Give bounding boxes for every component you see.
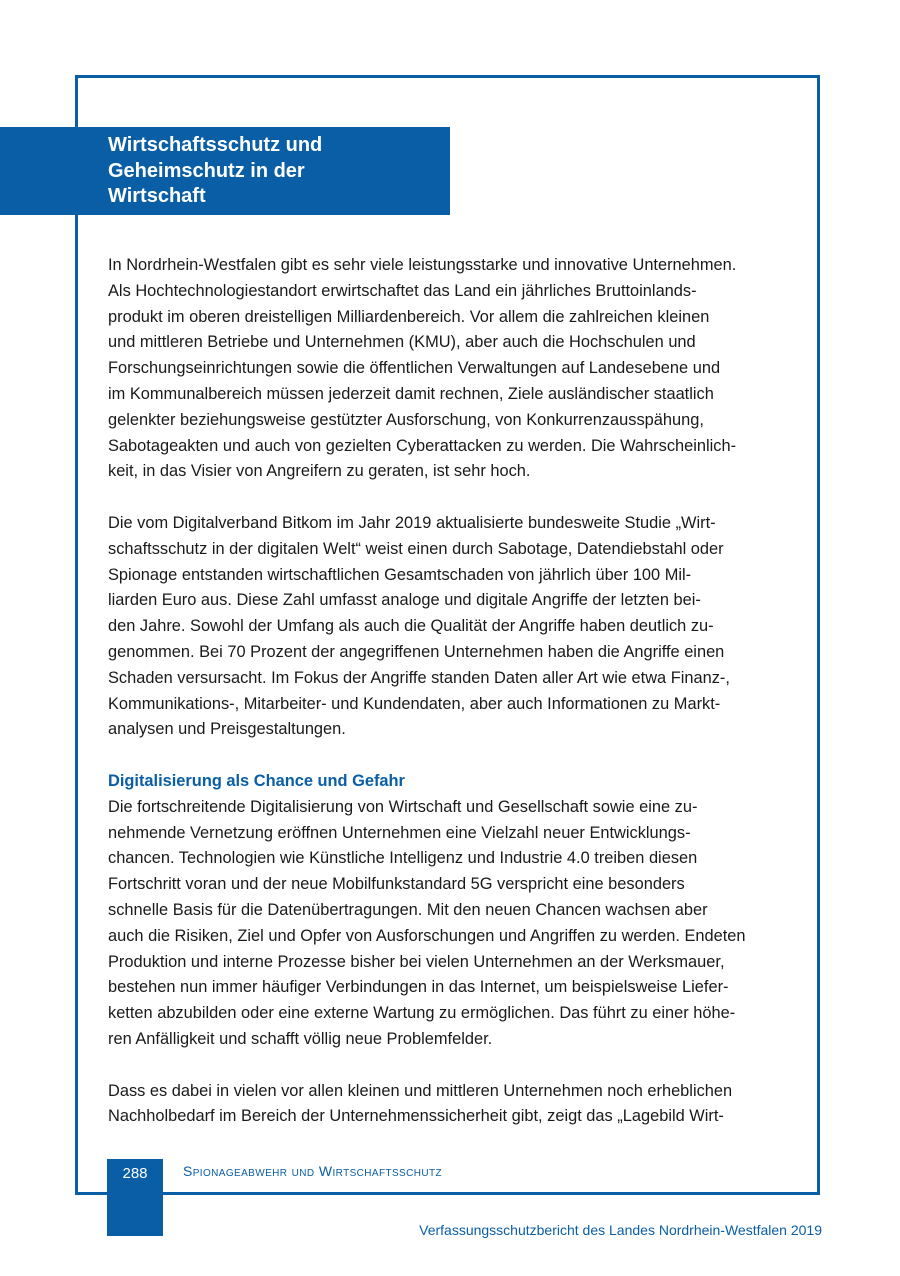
text-line: im Kommunalbereich müssen jederzeit damit rechnen, Ziele ausländischer staatlich <box>108 384 714 403</box>
paragraph-1 <box>108 253 798 485</box>
text-line: Spionage entstanden wirtschaftlichen Gesamtschaden von jährlich über 100 Mil- <box>108 565 692 584</box>
paragraph-3 <box>108 769 798 1053</box>
title-line: Geheimschutz in der <box>108 159 305 182</box>
text-line: Forschungseinrichtungen sowie die öffentlichen Verwaltungen auf Landesebene und <box>108 359 721 378</box>
text-line: chancen. Technologien wie Künstliche Intelligenz und Industrie 4.0 treiben diesen <box>108 849 698 868</box>
text-line: Produktion und interne Prozesse bisher bei vielen Unternehmen an der Werksmauer, <box>108 952 725 971</box>
text-line: und mittleren Betriebe und Unternehmen (KMU), aber auch die Hochschulen und <box>108 333 696 352</box>
title-line: Wirtschaftsschutz und <box>108 134 323 156</box>
text-line: Dass es dabei in vielen vor allen kleinen und mittleren Unternehmen noch erheblichen <box>108 1081 733 1100</box>
footer-text: Verfassungsschutzbericht des Landes Nordrhein-Westfalen 2019 <box>419 1222 822 1238</box>
text-line: auch die Risiken, Ziel und Opfer von Ausforschungen und Angriffen zu werden. Endeten <box>108 926 746 945</box>
text-line: ren Anfälligkeit und schafft völlig neue Problemfelder. <box>108 1029 493 1048</box>
text-line: genommen. Bei 70 Prozent der angegriffenen Unternehmen haben die Angriffe einen <box>108 642 725 661</box>
text-line: Kommunikations-, Mitarbeiter- und Kundendaten, aber auch Informationen zu Markt- <box>108 694 721 713</box>
text-line: produkt im oberen dreistelligen Milliardenbereich. Vor allem die zahlreichen kleinen <box>108 307 710 326</box>
text-line: Sabotageakten und auch von gezielten Cyberattacken zu werden. Die Wahrscheinlich- <box>108 436 737 455</box>
running-section-title: Spionageabwehr und Wirtschaftsschutz <box>183 1163 443 1179</box>
text-line: analysen und Preisgestaltungen. <box>108 720 346 739</box>
text-line: Nachholbedarf im Bereich der Unternehmenssicherheit gibt, zeigt das „Lagebild Wirt- <box>108 1107 724 1126</box>
text-line: den Jahre. Sowohl der Umfang als auch die Qualität der Angriffe haben deutlich zu- <box>108 617 714 636</box>
text-line: Die fortschreitende Digitalisierung von Wirtschaft und Gesellschaft sowie eine zu- <box>108 797 698 816</box>
paragraph-2 <box>108 511 798 743</box>
text-line: Fortschritt voran und der neue Mobilfunkstandard 5G verspricht eine besonders <box>108 875 685 894</box>
text-line: Als Hochtechnologiestandort erwirtschaftet das Land ein jährliches Bruttoinlands- <box>108 281 697 300</box>
body-text <box>108 253 798 1156</box>
text-line: liarden Euro aus. Diese Zahl umfasst analoge und digitale Angriffe der letzten bei- <box>108 591 701 610</box>
text-line: schaftsschutz in der digitalen Welt“ weist einen durch Sabotage, Datendiebstahl oder <box>108 539 724 558</box>
text-line: In Nordrhein-Westfalen gibt es sehr viele leistungsstarke und innovative Unternehmen. <box>108 256 737 274</box>
text-line: ketten abzubilden oder eine externe Wartung zu ermöglichen. Das führt zu einer höhe- <box>108 1004 736 1023</box>
section-title-box <box>0 127 450 215</box>
paragraph-4 <box>108 1079 798 1131</box>
text-line: schnelle Basis für die Datenübertragungen. Mit den neuen Chancen wachsen aber <box>108 900 708 919</box>
subheading: Digitalisierung als Chance und Gefahr <box>108 771 405 790</box>
page-number: 288 <box>107 1159 163 1236</box>
text-line: nehmende Vernetzung eröffnen Unternehmen eine Vielzahl neuer Entwicklungs- <box>108 823 691 842</box>
text-line: gelenkter beziehungsweise gestützter Ausforschung, von Konkurrenzausspähung, <box>108 410 704 429</box>
text-line: keit, in das Visier von Angreifern zu geraten, ist sehr hoch. <box>108 462 531 481</box>
text-line: Schaden versursacht. Im Fokus der Angriffe standen Daten aller Art wie etwa Finanz-, <box>108 668 730 687</box>
text-line: Die vom Digitalverband Bitkom im Jahr 2019 aktualisierte bundesweite Studie „Wirt- <box>108 513 716 532</box>
text-line: bestehen nun immer häufiger Verbindungen in das Internet, um beispielsweise Liefer- <box>108 978 729 997</box>
title-line: Wirtschaft <box>108 185 206 207</box>
